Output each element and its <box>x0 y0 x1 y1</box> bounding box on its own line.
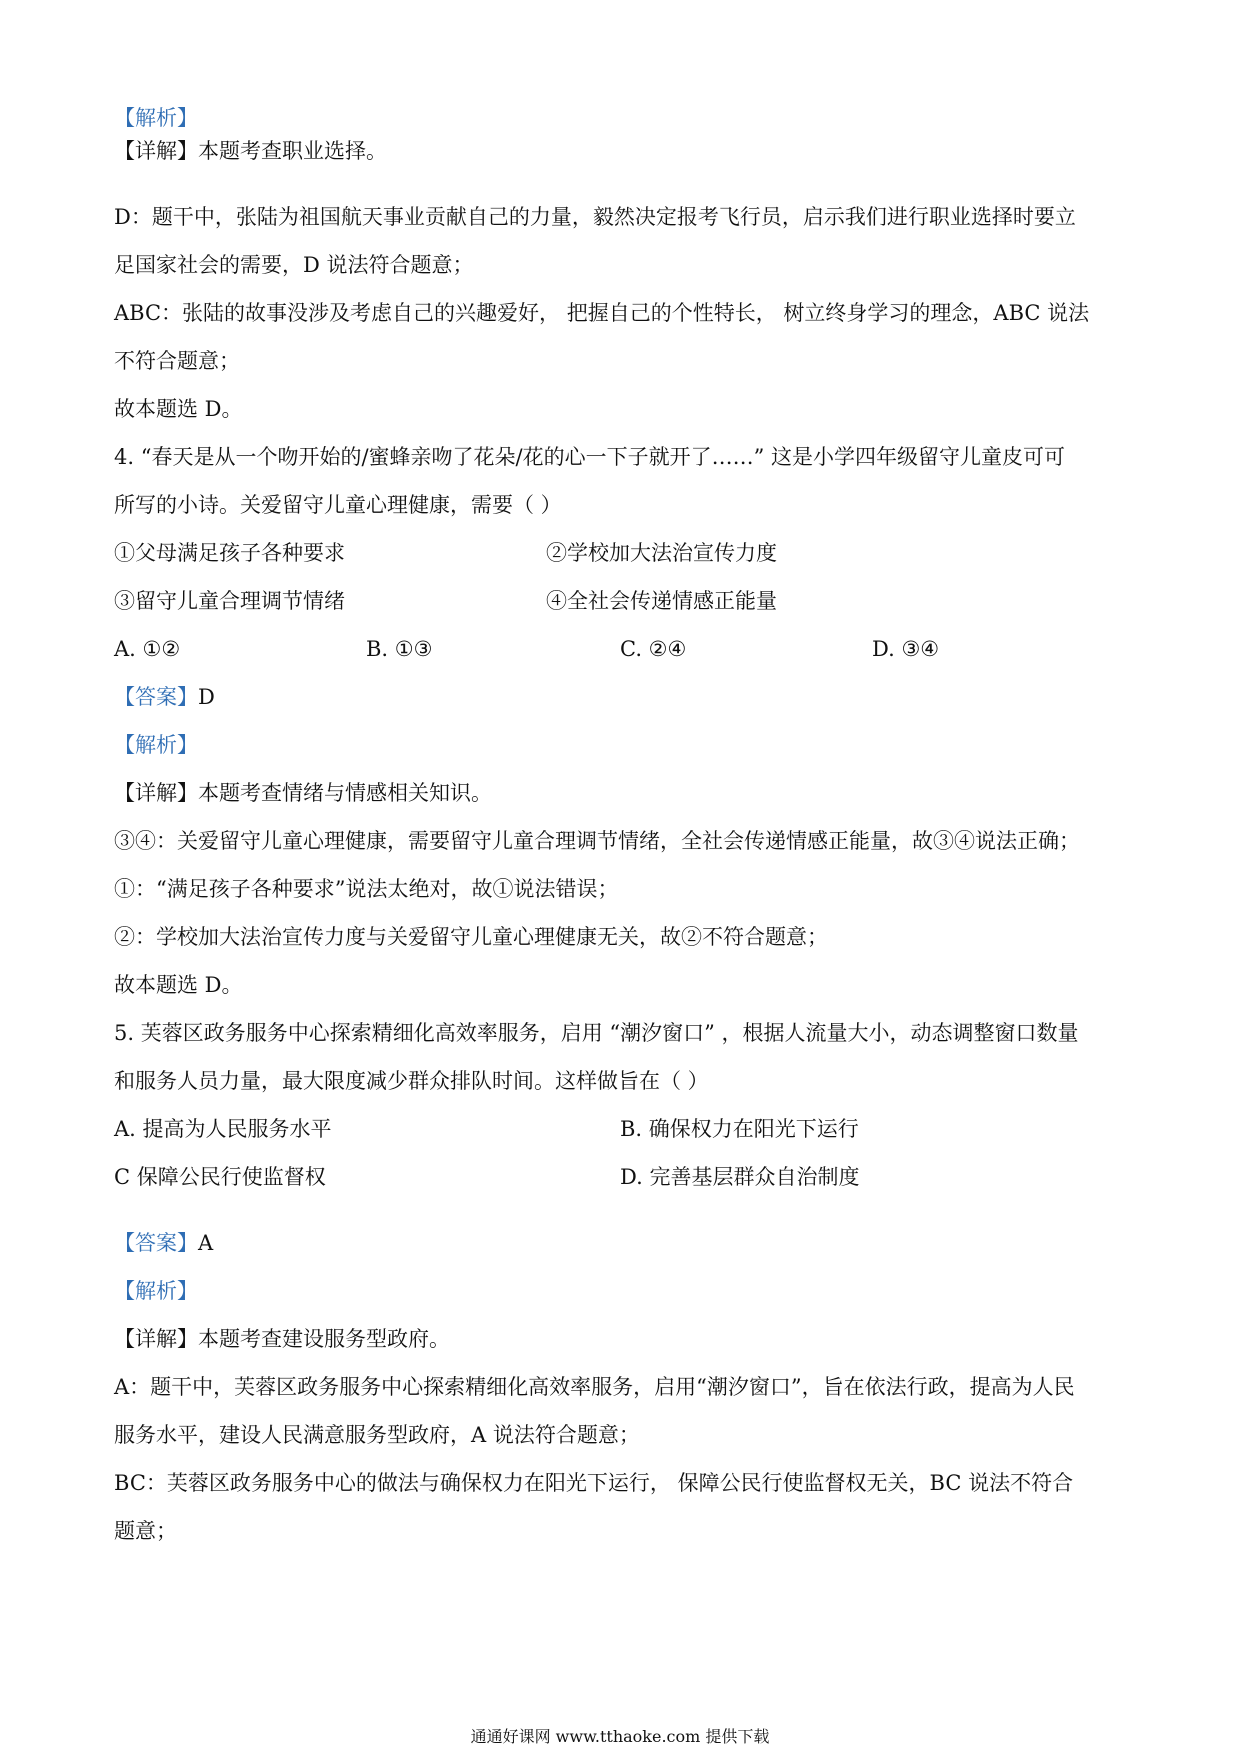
q5-option-d: D. 完善基层群众自治制度 <box>620 1165 860 1189</box>
detail-text: 本题考查建设服务型政府。 <box>198 1327 450 1351</box>
q4-item1: ①父母满足孩子各种要求 <box>114 541 345 565</box>
q4-exp3: ②：学校加大法治宣传力度与关爱留守儿童心理健康无关，故②不符合题意； <box>114 925 828 949</box>
q5-answer <box>114 1228 1134 1258</box>
q4-option-b: B. ①③ <box>366 637 433 661</box>
q4-stem-line2: 所写的小诗。关爱留守儿童心理健康，需要（ ） <box>114 493 562 517</box>
q4-option-d: D. ③④ <box>872 637 940 661</box>
q4-items-row1 <box>114 538 1134 568</box>
q4-stem-line1: 4. “春天是从一个吻开始的/蜜蜂亲吻了花朵/花的心一下子就开了……” 这是小学四年级留守儿童皮可可 <box>114 445 1066 469</box>
q5-stem-line2: 和服务人员力量，最大限度减少群众排队时间。这样做旨在（ ） <box>114 1069 709 1093</box>
answer-value: D <box>198 685 215 709</box>
q5-bc-line1: BC：芙蓉区政务服务中心的做法与确保权力在阳光下运行， 保障公民行使监督权无关，BC 说法不符合 <box>114 1471 1074 1495</box>
q4-exp2: ①：“满足孩子各种要求”说法太绝对，故①说法错误； <box>114 877 619 901</box>
q4-item2: ②学校加大法治宣传力度 <box>546 541 777 565</box>
q5-option-a: A. 提高为人民服务水平 <box>114 1117 332 1141</box>
q5-a-line1: A：题干中，芙蓉区政务服务中心探索精细化高效率服务，启用“潮汐窗口”，旨在依法行政，提高为人民 <box>114 1375 1075 1399</box>
q5-analysis-tag <box>114 1276 1134 1306</box>
q3-abc-line2: 不符合题意； <box>114 349 240 373</box>
q5-bc-line2: 题意； <box>114 1519 177 1543</box>
q5-detail <box>114 1324 1134 1354</box>
q3-analysis-tag <box>114 103 1134 133</box>
q3-abc-line1: ABC：张陆的故事没涉及考虑自己的兴趣爱好， 把握自己的个性特长， 树立终身学习的理念，ABC 说法 <box>114 301 1090 325</box>
q4-option-c: C. ②④ <box>620 637 687 661</box>
q5-a-line2: 服务水平，建设人民满意服务型政府，A 说法符合题意； <box>114 1423 640 1447</box>
q5-option-b: B. 确保权力在阳光下运行 <box>620 1117 859 1141</box>
analysis-tag: 【解析】 <box>114 733 198 757</box>
answer-value: A <box>198 1231 214 1255</box>
q4-item3: ③留守儿童合理调节情绪 <box>114 589 345 613</box>
q4-answer <box>114 682 1134 712</box>
answer-tag: 【答案】 <box>114 685 198 709</box>
q4-item4: ④全社会传递情感正能量 <box>546 589 777 613</box>
answer-tag: 【答案】 <box>114 1231 198 1255</box>
detail-text: 本题考查职业选择。 <box>198 139 387 163</box>
q4-exp1: ③④：关爱留守儿童心理健康，需要留守儿童合理调节情绪，全社会传递情感正能量，故③④说法正确； <box>114 829 1080 853</box>
q4-detail <box>114 778 1134 808</box>
q3-detail <box>114 136 1134 166</box>
q3-d-line1: D：题干中，张陆为祖国航天事业贡献自己的力量，毅然决定报考飞行员，启示我们进行职业选择时要立 <box>114 205 1076 229</box>
q4-option-a: A. ①② <box>114 637 181 661</box>
q4-items-row2 <box>114 586 1134 616</box>
analysis-tag: 【解析】 <box>114 1279 198 1303</box>
detail-text: 本题考查情绪与情感相关知识。 <box>198 781 492 805</box>
detail-tag: 【详解】 <box>114 139 198 163</box>
q4-conclusion: 故本题选 D。 <box>114 973 243 997</box>
q3-d-line2: 足国家社会的需要，D 说法符合题意； <box>114 253 474 277</box>
analysis-tag: 【解析】 <box>114 106 198 130</box>
q4-analysis-tag <box>114 730 1134 760</box>
q5-stem-line1: 5. 芙蓉区政务服务中心探索精细化高效率服务，启用 “潮汐窗口” ，根据人流量大小，动态调整窗口数量 <box>114 1021 1079 1045</box>
detail-tag: 【详解】 <box>114 781 198 805</box>
q5-option-c: C 保障公民行使监督权 <box>114 1165 326 1189</box>
q3-conclusion: 故本题选 D。 <box>114 397 243 421</box>
detail-tag: 【详解】 <box>114 1327 198 1351</box>
page-footer: 通通好课网 www.tthaoke.com 提供下载 <box>470 1727 770 1746</box>
